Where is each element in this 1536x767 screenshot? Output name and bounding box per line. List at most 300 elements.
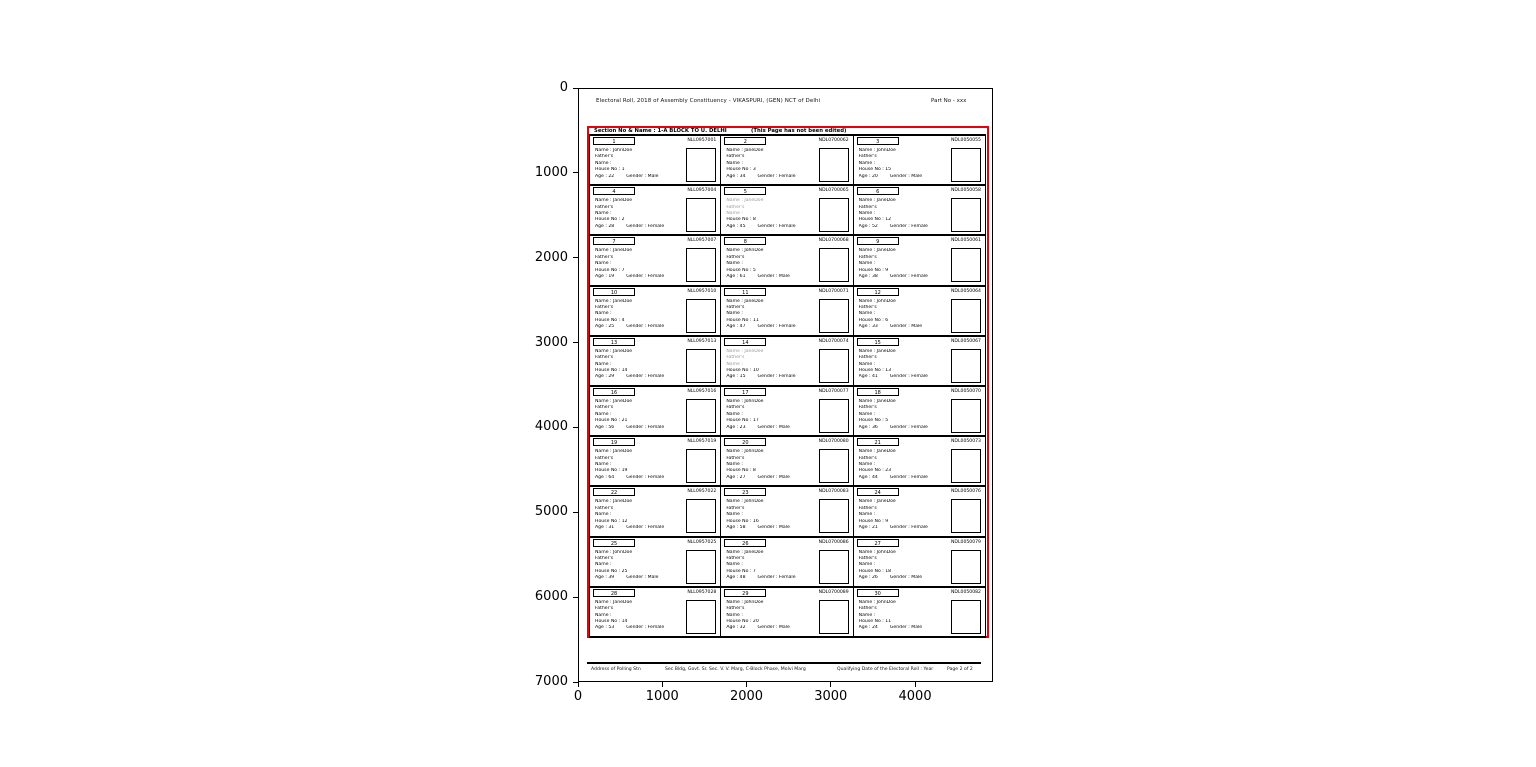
relation-name-line: Name :	[595, 261, 612, 267]
house-line: House No : 12	[595, 518, 628, 524]
page-note: (This Page has not been edited)	[751, 128, 847, 134]
serial-number-box: 29	[724, 589, 766, 597]
relation-name-line: Name :	[726, 462, 743, 467]
name-line: Name : JaneDoe	[726, 549, 764, 555]
age-gender-line: Age : 22 Gender : Male	[595, 173, 659, 179]
house-line: House No : 9	[858, 518, 889, 524]
name-line: Name : JaneDoe	[726, 198, 764, 204]
name-line: Name : JaneDoe	[595, 499, 633, 505]
relation-name-line: Name :	[595, 411, 612, 417]
photo-box	[951, 550, 981, 584]
y-tick-mark	[573, 88, 578, 89]
footer-address-label: Address of Polling Stn	[591, 667, 641, 672]
serial-number-box: 3	[857, 137, 899, 145]
serial-number-box: 4	[593, 187, 635, 195]
voter-details	[859, 148, 947, 180]
voter-card	[721, 136, 853, 186]
relation-name-line: Name :	[858, 612, 876, 618]
document-title: Electoral Roll, 2018 of Assembly Constituency - VIKASPURI, (GEN) NCT of Delhi	[596, 98, 821, 104]
relation-name-line: Name :	[595, 512, 612, 518]
name-line: Name : JaneDoe	[595, 449, 633, 455]
gender-value: Gender : Male	[757, 474, 790, 480]
relation-label-line: Father's	[726, 505, 745, 511]
voter-card	[721, 236, 853, 286]
epic-number: NDL0700074	[818, 338, 849, 344]
serial-number-box: 17	[724, 388, 766, 396]
voter-card	[854, 437, 986, 487]
voter-details	[726, 148, 814, 180]
voter-card	[589, 387, 721, 437]
photo-box	[686, 148, 716, 182]
epic-number: NDL0700065	[818, 188, 849, 194]
house-line: House No : 9	[858, 267, 889, 273]
epic-number: NDL0050058	[950, 188, 981, 194]
gender-value: Gender : Female	[889, 525, 928, 531]
relation-name-line: Name :	[858, 411, 876, 417]
relation-label-line: Father's	[595, 254, 614, 260]
voter-details	[595, 349, 683, 381]
voter-card	[854, 588, 986, 638]
house-line: House No : 15	[858, 167, 892, 173]
age-gender-line: Age : 27 Gender : Male	[726, 474, 790, 480]
plot-area	[578, 88, 993, 682]
relation-label-line: Father's	[726, 606, 745, 612]
age-gender-line: Age : 15 Gender : Female	[726, 374, 796, 380]
photo-box	[951, 148, 981, 182]
voter-details	[595, 550, 683, 582]
photo-box	[819, 349, 849, 383]
name-line: Name : JaneDoe	[858, 399, 896, 404]
x-tick-mark	[830, 682, 831, 687]
house-line: House No : 2	[595, 217, 625, 223]
name-line: Name : JohnDoe	[726, 399, 764, 404]
relation-label-line: Father's	[595, 355, 614, 361]
age-gender-line: Age : 44 Gender : Female	[858, 474, 928, 480]
gender-value: Gender : Female	[626, 625, 665, 631]
house-line: House No : 3	[726, 167, 756, 173]
relation-name-line: Name :	[595, 160, 612, 166]
serial-number-box: 26	[724, 539, 766, 547]
voter-details	[595, 449, 683, 481]
relation-label-line: Father's	[858, 154, 877, 160]
gender-value: Gender : Female	[889, 274, 928, 280]
voter-details	[595, 600, 683, 632]
serial-number-box: 19	[593, 438, 635, 446]
epic-number: NDL0050070	[950, 389, 981, 394]
relation-name-line: Name :	[726, 612, 743, 618]
age-gender-line: Age : 28 Gender : Female	[595, 223, 665, 229]
gender-value: Gender : Female	[626, 223, 665, 229]
voter-details	[859, 550, 947, 582]
voter-details	[595, 248, 683, 280]
name-line: Name : JaneDoe	[858, 198, 896, 204]
relation-label-line: Father's	[858, 204, 877, 210]
voter-card	[854, 236, 986, 286]
age-gender-line: Age : 39 Gender : Male	[595, 575, 659, 581]
house-line: House No : 10	[726, 368, 759, 374]
voter-details	[726, 449, 814, 481]
footer-address-value: Sec Bldg, Govt. Sr. Sec. V. V. Marg, C-Block Phase, Molvi Marg	[665, 667, 806, 672]
gender-value: Gender : Female	[626, 374, 665, 380]
relation-label-line: Father's	[595, 505, 614, 511]
photo-box	[819, 399, 849, 433]
gender-value: Gender : Female	[757, 223, 796, 229]
relation-name-line: Name :	[858, 311, 876, 317]
serial-number-box: 23	[724, 488, 766, 496]
gender-value: Gender : Male	[889, 625, 923, 631]
voter-details	[726, 198, 814, 230]
voter-card	[721, 287, 853, 337]
voter-card	[589, 588, 721, 638]
x-tick-label: 2000	[729, 689, 764, 704]
age-gender-line: Age : 29 Gender : Female	[595, 374, 665, 380]
voter-details	[595, 399, 683, 431]
voter-card	[854, 186, 986, 236]
relation-label-line: Father's	[726, 405, 745, 411]
age-gender-line: Age : 34 Gender : Female	[726, 173, 796, 179]
voter-details	[726, 550, 814, 582]
voter-details	[595, 148, 683, 180]
serial-number-box: 16	[593, 388, 635, 396]
x-tick-mark	[578, 682, 579, 687]
voter-card-grid	[589, 134, 986, 638]
epic-number: NLL0957010	[687, 288, 717, 294]
voter-card	[589, 337, 721, 387]
voter-details	[595, 499, 683, 531]
age-gender-line: Age : 38 Gender : Female	[858, 274, 928, 280]
photo-box	[819, 299, 849, 333]
photo-box	[686, 550, 716, 584]
epic-number: NLL0957022	[687, 489, 717, 495]
photo-box	[951, 349, 981, 383]
voter-card	[721, 588, 853, 638]
house-line: House No : 12	[858, 217, 892, 223]
epic-number: NDL0700083	[818, 489, 849, 495]
voter-details	[859, 600, 947, 632]
relation-name-line: Name :	[726, 311, 743, 317]
voter-details	[726, 600, 814, 632]
photo-box	[686, 449, 716, 483]
y-tick-mark	[573, 172, 578, 173]
house-line: House No : 21	[595, 418, 628, 424]
serial-number-box: 12	[857, 288, 899, 296]
house-line: House No : 16	[726, 518, 759, 524]
relation-label-line: Father's	[595, 606, 614, 612]
gender-value: Gender : Male	[757, 625, 790, 631]
x-tick-label: 4000	[898, 689, 932, 704]
x-tick-label: 1000	[645, 689, 679, 704]
gender-value: Gender : Female	[626, 424, 665, 430]
name-line: Name : JohnDoe	[858, 599, 896, 605]
name-line: Name : JaneDoe	[726, 298, 764, 304]
voter-details	[726, 349, 814, 381]
house-line: House No : 6	[858, 317, 889, 323]
relation-name-line: Name :	[858, 562, 876, 568]
house-line: House No : 19	[595, 468, 628, 474]
gender-value: Gender : Male	[889, 324, 923, 330]
voter-card	[721, 186, 853, 236]
serial-number-box: 13	[593, 338, 635, 346]
gender-value: Gender : Female	[757, 324, 796, 330]
gender-value: Gender : Female	[626, 525, 665, 531]
name-line: Name : JohnDoe	[858, 148, 896, 153]
photo-box	[951, 248, 981, 282]
gender-value: Gender : Male	[626, 173, 659, 179]
x-tick-mark	[746, 682, 747, 687]
relation-name-line: Name :	[726, 211, 743, 216]
house-line: House No : 14	[595, 619, 628, 625]
y-tick-mark	[573, 512, 578, 513]
serial-number-box: 11	[724, 288, 766, 296]
y-tick-label: 2000	[534, 249, 568, 265]
voter-card	[589, 236, 721, 286]
gender-value: Gender : Female	[889, 223, 928, 229]
name-line: Name : JohnDoe	[726, 599, 764, 605]
relation-label-line: Father's	[726, 455, 745, 461]
voter-card	[589, 487, 721, 537]
voter-details	[859, 198, 947, 230]
gender-value: Gender : Male	[889, 575, 923, 581]
age-gender-line: Age : 58 Gender : Male	[726, 525, 790, 531]
relation-name-line: Name :	[858, 261, 876, 267]
voter-card	[854, 287, 986, 337]
y-tick-label: 0	[559, 80, 568, 95]
gender-value: Gender : Female	[757, 173, 796, 179]
age-gender-line: Age : 24 Gender : Male	[858, 625, 923, 631]
voter-details	[859, 399, 947, 431]
serial-number-box: 8	[724, 237, 766, 245]
relation-label-line: Father's	[595, 556, 614, 561]
voter-details	[859, 299, 947, 331]
house-line: House No : 13	[858, 368, 892, 374]
y-tick-label: 7000	[534, 674, 568, 689]
name-line: Name : JaneDoe	[858, 348, 896, 354]
epic-number: NDL0700089	[818, 589, 849, 595]
serial-number-box: 5	[724, 187, 766, 195]
photo-box	[951, 499, 981, 533]
name-line: Name : JaneDoe	[595, 399, 633, 404]
age-gender-line: Age : 45 Gender : Female	[726, 223, 796, 229]
serial-number-box: 28	[593, 589, 635, 597]
relation-name-line: Name :	[726, 512, 743, 518]
age-gender-line: Age : 21 Gender : Female	[858, 525, 928, 531]
name-line: Name : JaneDoe	[726, 348, 764, 354]
voter-details	[859, 248, 947, 280]
gender-value: Gender : Female	[889, 424, 928, 430]
gender-value: Gender : Male	[889, 173, 923, 179]
y-tick-label: 1000	[534, 164, 568, 180]
house-line: House No : 1	[595, 167, 625, 173]
house-line: House No : 20	[726, 619, 759, 625]
house-line: House No : 14	[595, 368, 628, 374]
voter-details	[726, 299, 814, 331]
relation-label-line: Father's	[726, 556, 745, 561]
gender-value: Gender : Female	[626, 324, 665, 330]
age-gender-line: Age : 26 Gender : Male	[858, 575, 923, 581]
photo-box	[686, 600, 716, 634]
x-tick-label: 3000	[814, 689, 848, 704]
voter-card	[854, 136, 986, 186]
relation-label-line: Father's	[595, 154, 614, 160]
gender-value: Gender : Female	[757, 374, 796, 380]
serial-number-box: 15	[857, 338, 899, 346]
relation-name-line: Name :	[858, 462, 876, 467]
epic-number: NLL0957007	[687, 238, 717, 244]
voter-card	[589, 136, 721, 186]
relation-name-line: Name :	[726, 411, 743, 417]
photo-box	[686, 349, 716, 383]
voter-card	[854, 487, 986, 537]
relation-label-line: Father's	[858, 254, 877, 260]
age-gender-line: Age : 25 Gender : Female	[595, 324, 665, 330]
epic-number: NDL0700068	[818, 238, 849, 244]
house-line: House No : 18	[858, 568, 892, 574]
serial-number-box: 7	[593, 237, 635, 245]
x-tick-mark	[662, 682, 663, 687]
age-gender-line: Age : 53 Gender : Female	[595, 625, 665, 631]
y-tick-label: 6000	[534, 589, 568, 605]
serial-number-box: 1	[593, 137, 635, 145]
epic-number: NDL0700077	[818, 389, 849, 394]
photo-box	[686, 248, 716, 282]
relation-label-line: Father's	[858, 505, 877, 511]
y-tick-label: 3000	[534, 334, 568, 350]
serial-number-box: 27	[857, 539, 899, 547]
name-line: Name : JaneDoe	[726, 148, 764, 153]
serial-number-box: 21	[857, 438, 899, 446]
voter-details	[726, 248, 814, 280]
serial-number-box: 20	[724, 438, 766, 446]
relation-name-line: Name :	[595, 211, 612, 216]
relation-label-line: Father's	[595, 305, 614, 310]
voter-card	[721, 387, 853, 437]
serial-number-box: 30	[857, 589, 899, 597]
relation-name-line: Name :	[595, 361, 612, 367]
relation-name-line: Name :	[726, 261, 743, 267]
photo-box	[819, 148, 849, 182]
photo-box	[686, 299, 716, 333]
serial-number-box: 25	[593, 539, 635, 547]
epic-number: NDL0050079	[950, 539, 981, 545]
y-tick-label: 4000	[534, 419, 568, 435]
age-gender-line: Age : 41 Gender : Female	[858, 374, 928, 380]
y-tick-label: 5000	[534, 504, 568, 520]
name-line: Name : JohnDoe	[726, 499, 764, 505]
relation-label-line: Father's	[858, 405, 877, 411]
name-line: Name : JaneDoe	[595, 248, 633, 254]
voter-details	[726, 499, 814, 531]
relation-name-line: Name :	[858, 211, 876, 216]
photo-box	[819, 499, 849, 533]
name-line: Name : JaneDoe	[858, 449, 896, 455]
voter-card	[721, 337, 853, 387]
epic-number: NDL0050073	[950, 439, 981, 445]
gender-value: Gender : Male	[757, 525, 790, 531]
relation-name-line: Name :	[726, 562, 743, 568]
photo-box	[951, 198, 981, 232]
epic-number: NDL0050076	[950, 489, 981, 495]
house-line: House No : 4	[595, 317, 625, 323]
voter-card	[589, 538, 721, 588]
relation-label-line: Father's	[858, 556, 877, 561]
relation-name-line: Name :	[858, 361, 876, 367]
age-gender-line: Age : 64 Gender : Female	[595, 474, 665, 480]
house-line: House No : 11	[726, 317, 759, 323]
photo-box	[951, 399, 981, 433]
name-line: Name : JohnDoe	[858, 298, 896, 304]
epic-number: NLL0957001	[687, 138, 717, 143]
epic-number: NDL0700071	[818, 288, 849, 294]
epic-number: NDL0050055	[950, 138, 981, 143]
name-line: Name : JaneDoe	[595, 348, 633, 354]
name-line: Name : JaneDoe	[858, 248, 896, 254]
age-gender-line: Age : 32 Gender : Male	[726, 625, 790, 631]
voter-card	[589, 287, 721, 337]
relation-label-line: Father's	[726, 254, 745, 260]
epic-number: NLL0957004	[687, 188, 717, 194]
photo-box	[686, 499, 716, 533]
epic-number: NLL0957013	[687, 338, 717, 344]
age-gender-line: Age : 56 Gender : Female	[595, 424, 665, 430]
serial-number-box: 2	[724, 137, 766, 145]
relation-name-line: Name :	[726, 361, 743, 367]
gender-value: Gender : Female	[626, 274, 665, 280]
epic-number: NDL0050061	[950, 238, 981, 244]
house-line: House No : 5	[858, 418, 889, 424]
gender-value: Gender : Female	[757, 575, 796, 581]
relation-name-line: Name :	[858, 160, 876, 166]
name-line: Name : JohnDoe	[595, 549, 633, 555]
photo-box	[819, 600, 849, 634]
voter-card	[589, 186, 721, 236]
house-line: House No : 8	[726, 217, 756, 223]
photo-box	[819, 198, 849, 232]
gender-value: Gender : Male	[626, 575, 659, 581]
serial-number-box: 14	[724, 338, 766, 346]
photo-box	[951, 299, 981, 333]
house-line: House No : 7	[726, 568, 756, 574]
epic-number: NDL0700062	[818, 138, 849, 143]
relation-label-line: Father's	[595, 455, 614, 461]
age-gender-line: Age : 61 Gender : Male	[726, 274, 790, 280]
voter-details	[726, 399, 814, 431]
house-line: House No : 25	[595, 568, 628, 574]
epic-number: NLL0957025	[687, 539, 717, 545]
relation-name-line: Name :	[595, 612, 612, 618]
voter-card	[854, 337, 986, 387]
y-tick-mark	[573, 427, 578, 428]
gender-value: Gender : Female	[889, 474, 928, 480]
age-gender-line: Age : 48 Gender : Female	[726, 575, 796, 581]
house-line: House No : 5	[726, 267, 756, 273]
age-gender-line: Age : 19 Gender : Female	[595, 274, 665, 280]
serial-number-box: 10	[593, 288, 635, 296]
serial-number-box: 22	[593, 488, 635, 496]
relation-name-line: Name :	[595, 562, 612, 568]
gender-value: Gender : Female	[626, 474, 665, 480]
age-gender-line: Age : 52 Gender : Female	[858, 223, 928, 229]
photo-box	[686, 399, 716, 433]
name-line: Name : JohnDoe	[726, 449, 764, 455]
y-tick-mark	[573, 342, 578, 343]
serial-number-box: 6	[857, 187, 899, 195]
relation-label-line: Father's	[726, 154, 745, 160]
highlight-rectangle	[587, 126, 989, 638]
epic-number: NLL0957016	[687, 389, 717, 394]
relation-label-line: Father's	[595, 405, 614, 411]
serial-number-box: 18	[857, 388, 899, 396]
house-line: House No : 11	[858, 619, 892, 625]
